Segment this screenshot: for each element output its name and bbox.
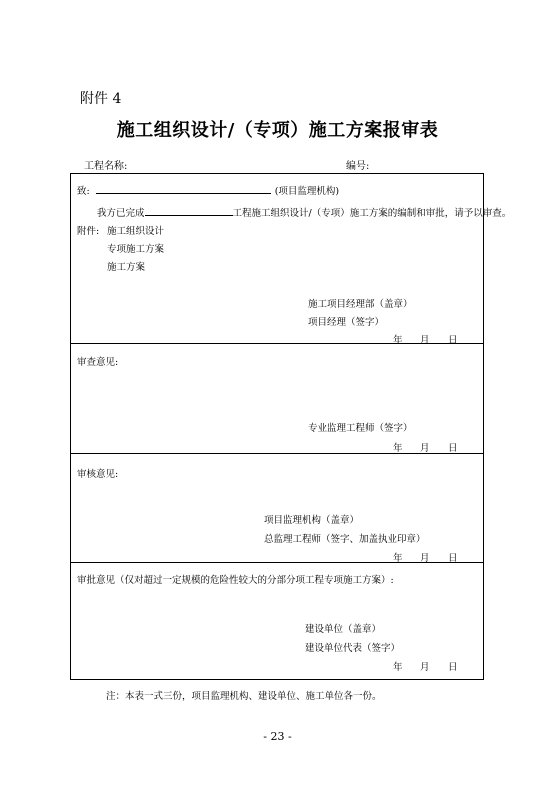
date-month: 月 — [420, 335, 430, 346]
specialist-engineer-signature-label: 专业监理工程师（签字） — [308, 423, 413, 434]
date-year: 年 — [393, 335, 403, 346]
annex-label: 附件 4 — [80, 91, 122, 107]
form-title: 施工组织设计/（专项）施工方案报审表 — [116, 120, 439, 141]
supervision-org-label: 项目监理机构（盖章） — [264, 515, 360, 526]
audit-section — [71, 454, 483, 563]
review-section — [71, 344, 483, 454]
addressee-blank[interactable] — [96, 184, 271, 194]
addressee-line — [77, 183, 339, 197]
date-year: 年 — [393, 553, 403, 564]
project-manager-signature-label: 项目经理（签字） — [308, 317, 385, 328]
date-year: 年 — [393, 662, 403, 673]
approval-form-table — [70, 173, 512, 680]
project-name-blank[interactable] — [145, 206, 233, 216]
date-month: 月 — [420, 443, 430, 454]
submission-section — [71, 174, 512, 346]
owner-representative-signature-label: 建设单位代表（签字） — [305, 643, 401, 654]
approval-section — [71, 563, 483, 681]
statement-line — [97, 205, 511, 219]
audit-heading: 审核意见: — [77, 469, 119, 480]
review-heading: 审查意见: — [77, 357, 119, 368]
date-day: 日 — [448, 662, 458, 673]
date-year: 年 — [393, 443, 403, 454]
date-day: 日 — [448, 443, 458, 454]
attachment-item: 施工方案 — [107, 262, 146, 273]
statement-suffix: 工程施工组织设计/（专项）施工方案的编制和审批，请予以审查。 — [232, 208, 512, 219]
attachment-item: 专项施工方案 — [107, 244, 165, 255]
chief-engineer-signature-label: 总监理工程师（签字、加盖执业印章） — [264, 534, 426, 545]
page-number: - 23 - — [263, 730, 292, 743]
footer-note: 注：本表一式三份，项目监理机构、建设单位、施工单位各一份。 — [106, 691, 382, 702]
project-name-label: 工程名称: — [84, 161, 128, 172]
date-month: 月 — [420, 553, 430, 564]
date-day: 日 — [448, 553, 458, 564]
contractor-org-label: 施工项目经理部（盖章） — [308, 299, 413, 310]
date-day: 日 — [448, 335, 458, 346]
owner-org-label: 建设单位（盖章） — [305, 624, 382, 635]
statement-prefix: 我方已完成 — [97, 208, 145, 219]
attachments-label: 附件: — [77, 226, 100, 237]
supervisor-org-hint: (项目监理机构) — [274, 186, 340, 197]
attachment-item: 施工组织设计 — [107, 226, 165, 237]
approval-heading: 审批意见（仅对超过一定规模的危险性较大的分部分项工程专项施工方案）: — [77, 575, 394, 586]
date-month: 月 — [420, 662, 430, 673]
number-label: 编号: — [346, 161, 370, 172]
to-label: 致: — [77, 186, 90, 197]
